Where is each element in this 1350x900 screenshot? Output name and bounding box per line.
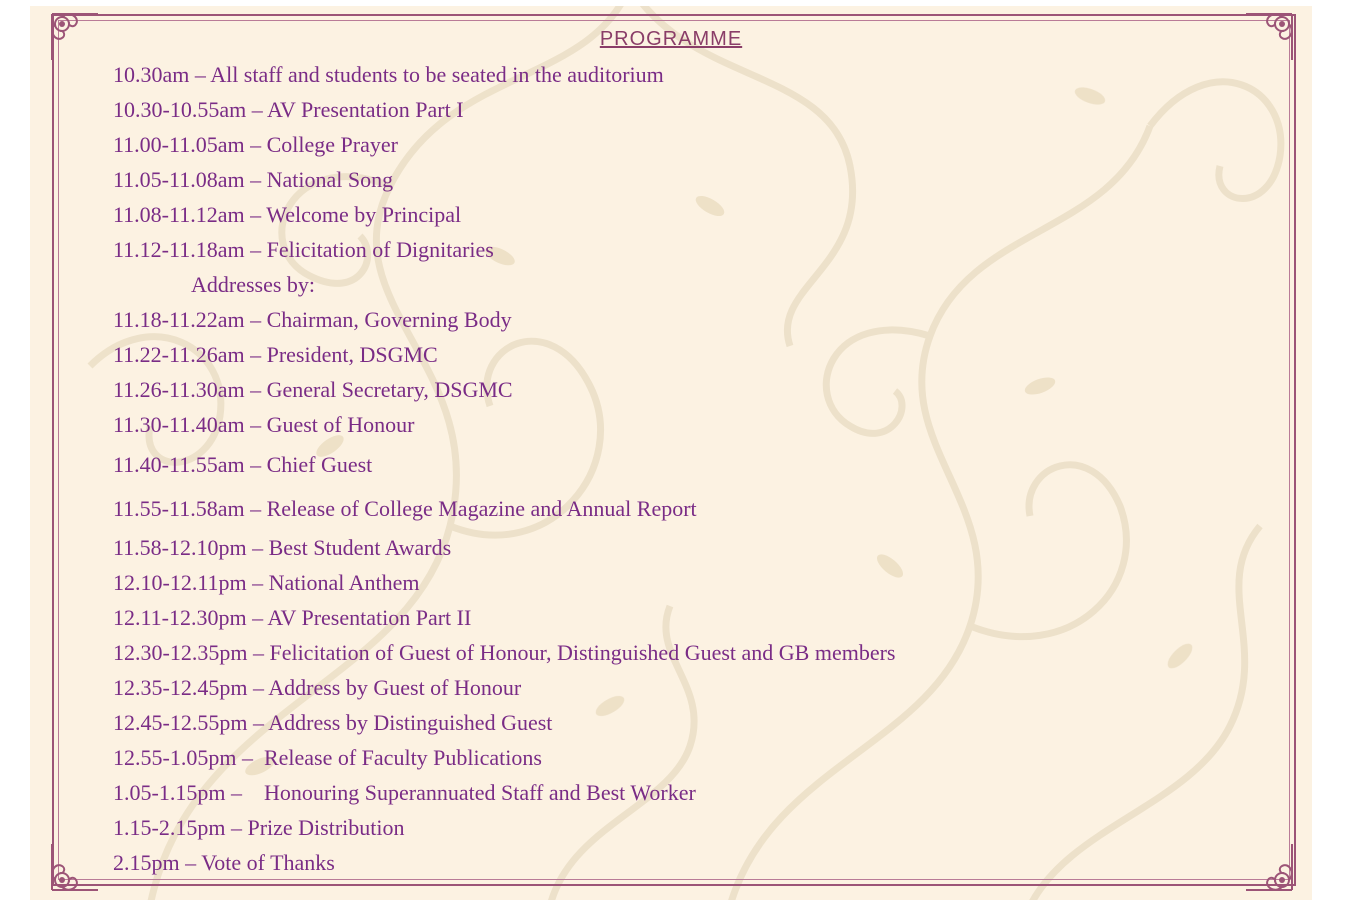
schedule-time: 11.12-11.18am — [113, 237, 245, 262]
corner-ornament-icon — [46, 838, 104, 896]
schedule-item — [113, 62, 664, 88]
schedule-time: 12.35-12.45pm — [113, 675, 248, 700]
schedule-item — [113, 452, 372, 478]
schedule-item — [113, 412, 414, 438]
schedule-item — [113, 605, 471, 631]
schedule-event: Addresses by: — [191, 272, 316, 297]
schedule-separator: – — [246, 570, 269, 595]
schedule-separator: – — [244, 342, 267, 367]
corner-ornament-icon — [1240, 838, 1298, 896]
schedule-event: Guest of Honour — [266, 412, 415, 437]
schedule-time: 12.11-12.30pm — [113, 605, 247, 630]
schedule-item — [113, 132, 398, 158]
schedule-separator: – — [244, 377, 267, 402]
schedule-event: Release of Faculty Publications — [263, 745, 542, 770]
schedule-separator: – — [225, 780, 264, 805]
schedule-item — [113, 167, 393, 193]
schedule-event: National Song — [266, 167, 394, 192]
schedule-separator: – — [247, 675, 269, 700]
schedule-event: Vote of Thanks — [201, 850, 335, 875]
programme-page — [30, 6, 1312, 900]
schedule-time: 11.08-11.12am — [113, 202, 245, 227]
schedule-separator: – — [244, 202, 267, 227]
schedule-separator: – — [244, 452, 267, 477]
schedule-event: AV Presentation Part I — [267, 97, 464, 122]
schedule-event: Chief Guest — [266, 452, 373, 477]
schedule-time: 11.26-11.30am — [113, 377, 245, 402]
schedule-event: Best Student Awards — [268, 535, 452, 560]
schedule-separator: – — [247, 640, 270, 665]
schedule-item — [113, 97, 464, 123]
schedule-time: 12.55-1.05pm — [113, 745, 237, 770]
schedule-time: 12.45-12.55pm — [113, 710, 248, 735]
schedule-time: 10.30am — [113, 62, 190, 87]
schedule-separator: – — [236, 745, 264, 770]
schedule-event: Felicitation of Guest of Honour, Distinguished Guest and GB members — [269, 640, 896, 665]
schedule-time: 2.15pm — [113, 850, 180, 875]
schedule-item — [113, 377, 513, 403]
schedule-event: Prize Distribution — [247, 815, 405, 840]
schedule-event: Felicitation of Dignitaries — [266, 237, 494, 262]
schedule-time: 11.22-11.26am — [113, 342, 245, 367]
schedule-item — [113, 780, 696, 806]
schedule-event: General Secretary, DSGMC — [266, 377, 513, 402]
schedule-time: 11.55-11.58am — [113, 496, 245, 521]
schedule-event: AV Presentation Part II — [267, 605, 472, 630]
schedule-time: 11.40-11.55am — [113, 452, 245, 477]
schedule-separator: – — [247, 710, 269, 735]
schedule-item — [113, 815, 405, 841]
schedule-time: 11.05-11.08am — [113, 167, 245, 192]
schedule-event: College Prayer — [266, 132, 398, 157]
schedule-event: Welcome by Principal — [266, 202, 462, 227]
schedule-item — [113, 202, 461, 228]
schedule-event: National Anthem — [268, 570, 420, 595]
schedule-event: Release of College Magazine and Annual Report — [266, 496, 697, 521]
schedule-item — [113, 850, 335, 876]
schedule-item — [113, 745, 542, 771]
schedule-item — [113, 535, 451, 561]
schedule-separator: – — [246, 97, 267, 122]
schedule-event: President, DSGMC — [266, 342, 438, 367]
schedule-item — [113, 570, 420, 596]
schedule-item — [113, 307, 512, 333]
schedule-event: All staff and students to be seated in the auditorium — [210, 62, 664, 87]
schedule-item — [113, 640, 896, 666]
schedule-time: 11.18-11.22am — [113, 307, 245, 332]
schedule-separator: – — [244, 167, 267, 192]
schedule-event: Honouring Superannuated Staff and Best Worker — [263, 780, 696, 805]
schedule-time: 1.05-1.15pm — [113, 780, 226, 805]
schedule-time: 12.10-12.11pm — [113, 570, 247, 595]
schedule-item — [113, 237, 494, 263]
schedule-separator: – — [244, 237, 267, 262]
schedule-separator: – — [179, 850, 202, 875]
schedule-subheading — [191, 272, 315, 298]
schedule-item — [113, 496, 697, 522]
schedule-separator: – — [244, 496, 267, 521]
programme-title: PROGRAMME — [599, 28, 743, 50]
schedule-separator: – — [244, 412, 267, 437]
schedule-time: 10.30-10.55am — [113, 97, 247, 122]
schedule-item — [113, 342, 438, 368]
schedule-separator: – — [189, 62, 211, 87]
schedule-item — [113, 710, 552, 736]
schedule-time: 11.30-11.40am — [113, 412, 245, 437]
schedule-separator: – — [244, 307, 267, 332]
schedule-time: 11.00-11.05am — [113, 132, 245, 157]
schedule-separator: – — [244, 132, 267, 157]
schedule-separator: – — [246, 535, 269, 560]
schedule-item — [113, 675, 521, 701]
schedule-event: Chairman, Governing Body — [266, 307, 512, 332]
schedule-separator: – — [225, 815, 248, 840]
schedule-time: 11.58-12.10pm — [113, 535, 247, 560]
schedule-event: Address by Guest of Honour — [268, 675, 522, 700]
schedule-time: 12.30-12.35pm — [113, 640, 248, 665]
schedule-time: 1.15-2.15pm — [113, 815, 226, 840]
schedule-separator: – — [246, 605, 268, 630]
schedule-event: Address by Distinguished Guest — [268, 710, 553, 735]
